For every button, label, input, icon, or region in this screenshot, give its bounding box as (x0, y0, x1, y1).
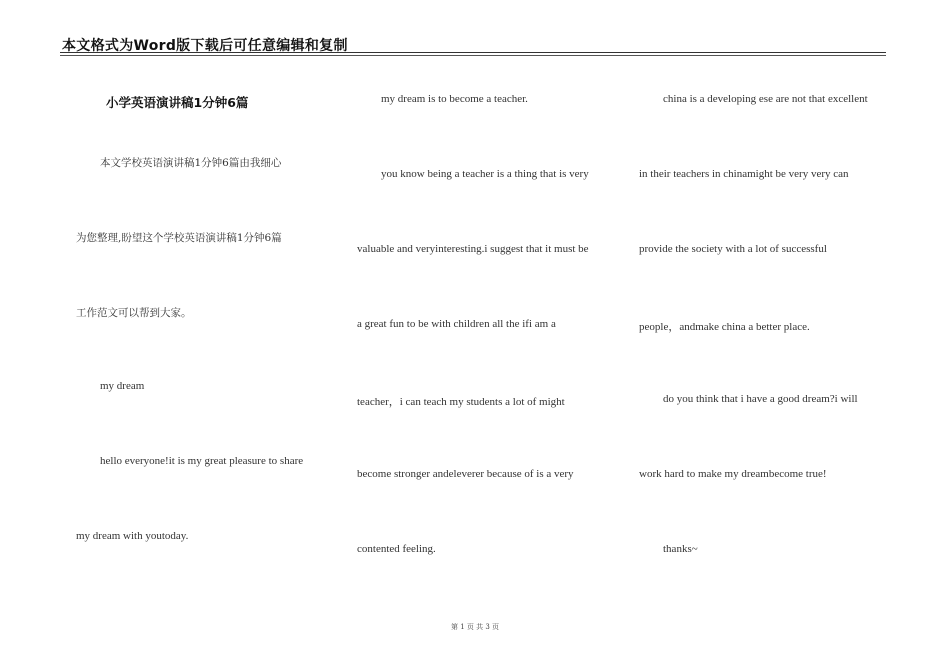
body-line: teacher，i can teach my students a lot of might (357, 396, 565, 408)
body-line: work hard to make my dreambecome true! (639, 468, 827, 480)
body-line: provide the society with a lot of successful (639, 243, 827, 255)
document-header: 本文格式为Word版下载后可任意编辑和复制 (62, 38, 348, 54)
document-title: 小学英语演讲稿1分钟6篇 (106, 95, 249, 110)
intro-line-1: 本文学校英语演讲稿1分钟6篇由我细心 (100, 157, 282, 169)
header-rule (60, 52, 886, 53)
body-line: thanks~ (663, 543, 698, 555)
body-line: do you think that i have a good dream?i will (663, 393, 858, 405)
body-line: in their teachers in chinamight be very very can (639, 168, 849, 180)
body-line: valuable and veryinteresting.i suggest that it must be (357, 243, 589, 255)
body-line: china is a developing ese are not that excellent (663, 93, 868, 105)
body-line: contented feeling. (357, 543, 436, 555)
body-line: my dream with youtoday. (76, 530, 189, 542)
body-line: people，andmake china a better place. (639, 321, 810, 333)
speech-subtitle: my dream (100, 380, 145, 392)
intro-line-3: 工作范文可以帮到大家。 (76, 307, 192, 319)
body-line: become stronger andeleverer because of is a very (357, 468, 574, 480)
page-number: 第 1 页 共 3 页 (450, 623, 500, 631)
body-line: hello everyone!it is my great pleasure to share (100, 455, 304, 467)
body-line: my dream is to become a teacher. (381, 93, 528, 105)
header-rule-thin (60, 55, 886, 56)
body-line: you know being a teacher is a thing that is very (381, 168, 589, 180)
body-line: a great fun to be with children all the ifi am a (357, 318, 556, 330)
intro-line-2: 为您整理,盼望这个学校英语演讲稿1分钟6篇 (76, 232, 282, 244)
